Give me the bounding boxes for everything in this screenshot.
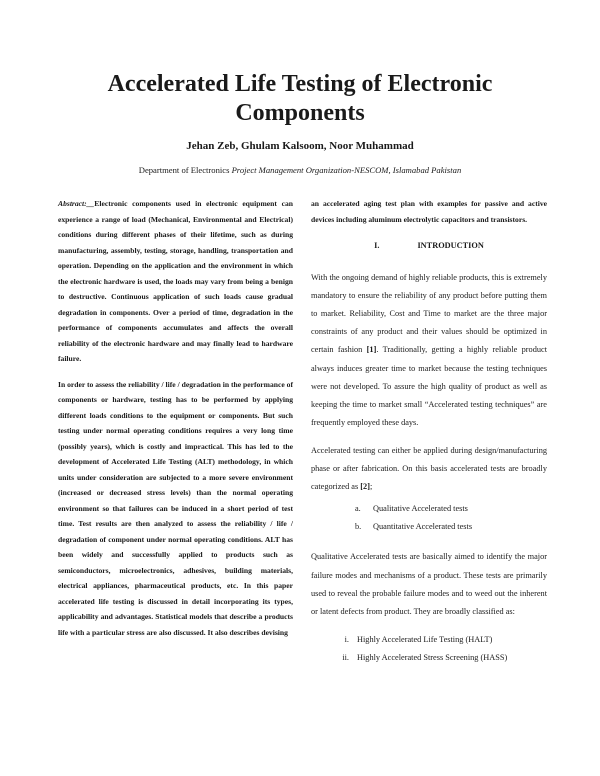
paper-title: Accelerated Life Testing of Electronic Components bbox=[107, 71, 493, 126]
abstract-paragraph-2: In order to assess the reliability / life / degradation in the performance of components or hardware, testing has to be performed by applying different loads conditions to the equipment or components. But such testing under normal operating conditions requires a very long time (possibly years), which is costly and impractical. This has led to the development of Accelerated Life Testing (ALT) methodology, in which units under consideration are subjected to a more severe environment (increased or decreased stress levels) than the normal operating environment so that failures can be induced in a short period of test time. Test results are then analyzed to assess the reliability / life / degradation of component under normal operating conditions. ALT has been widely and successfully applied to products such as semiconductors, microelectronics, adhesives, building materials, electrical appliances, pharmaceutical products, etc. In this paper accelerated life testing is discussed in detail incorporating its types, applicability and advantages. Statistical models that describe a products life with a particular stress are also discussed. It also describes devising bbox=[58, 379, 293, 637]
author-list: Jehan Zeb, Ghulam Kalsoom, Noor Muhammad bbox=[186, 140, 414, 152]
section-number: I. bbox=[374, 241, 380, 250]
list-item bbox=[335, 649, 547, 667]
citation-2: [2] bbox=[360, 482, 370, 492]
abstract-continuation: an accelerated aging test plan with examples for passive and active devices including aluminum electrolytic capacitors and transistors. bbox=[311, 199, 547, 224]
list-marker: a. bbox=[355, 504, 361, 514]
intro-p1-text-a: With the ongoing demand of highly reliable products, this is extremely mandatory to ensure the reliability of any product before putting them to market. Reliability, Cost and Time to market are the three major constraints of any product and their values should be optimized in certain fashion bbox=[311, 273, 547, 355]
list-item-text: Highly Accelerated Life Testing (HALT) bbox=[357, 634, 493, 644]
list-marker: b. bbox=[355, 522, 362, 532]
section-title: INTRODUCTION bbox=[417, 241, 484, 250]
category-list bbox=[311, 500, 547, 536]
citation-1: [1] bbox=[366, 345, 377, 355]
intro-paragraph-1 bbox=[311, 269, 547, 432]
intro-p1-text-b: . Traditionally, getting a highly reliable product always induces greater time to market because the testing techniques were not developed. To assure the high quality of product as well as keeping the time to market small “Accelerated testing techniques” are frequently employed these days. bbox=[311, 345, 547, 427]
list-item bbox=[355, 500, 547, 518]
list-item-text: Qualitative Accelerated tests bbox=[373, 504, 468, 514]
list-marker: i. bbox=[344, 634, 349, 644]
affiliation bbox=[40, 165, 560, 175]
right-column bbox=[311, 196, 547, 667]
abstract-label: Abstract:__ bbox=[58, 199, 95, 208]
list-item-text: Highly Accelerated Stress Screening (HASS) bbox=[357, 652, 508, 662]
left-column bbox=[58, 196, 293, 650]
intro-paragraph-2 bbox=[311, 442, 547, 496]
intro-paragraph-3: Qualitative Accelerated tests are basically aimed to identify the major failure modes and mechanisms of a product. These tests are primarily used to reveal the probable failure modes and to weed out the inherent or latent defects from product. They are broadly classified as: bbox=[311, 552, 547, 616]
abstract-text-1: Electronic components used in electronic equipment can experience a range of load (Mechanical, Environmental and Electrical) conditions during different phases of their lifetime, such as during manufacturing, assembly, testing, storage, handling, transportation and operation. Depending on the application and the environment in which the electronic hardware is used, the loads may vary from being a benign to destructive. Continuous application of such loads cause gradual degradation in components. Over a period of time, degradation in the performance of components accumulates and affects the overall reliability of the electronic hardware and may finally lead to hardware failure. bbox=[58, 199, 293, 363]
intro-p2-text-b: ; bbox=[369, 482, 373, 492]
list-marker: ii. bbox=[342, 652, 349, 662]
section-heading bbox=[311, 237, 547, 255]
classification-list bbox=[311, 631, 547, 667]
intro-p2-text-a: Accelerated testing can either be applied during design/manufacturing phase or after fabrication. On this basis accelerated tests are broadly categorized as bbox=[311, 445, 547, 492]
list-item-text: Quantitative Accelerated tests bbox=[373, 522, 473, 532]
affiliation-organization: Project Management Organization-NESCOM, Islamabad Pakistan bbox=[231, 165, 462, 175]
abstract-paragraph-1 bbox=[58, 196, 293, 367]
list-item bbox=[355, 518, 547, 536]
affiliation-department: Department of Electronics bbox=[138, 165, 232, 175]
list-item bbox=[335, 631, 547, 649]
